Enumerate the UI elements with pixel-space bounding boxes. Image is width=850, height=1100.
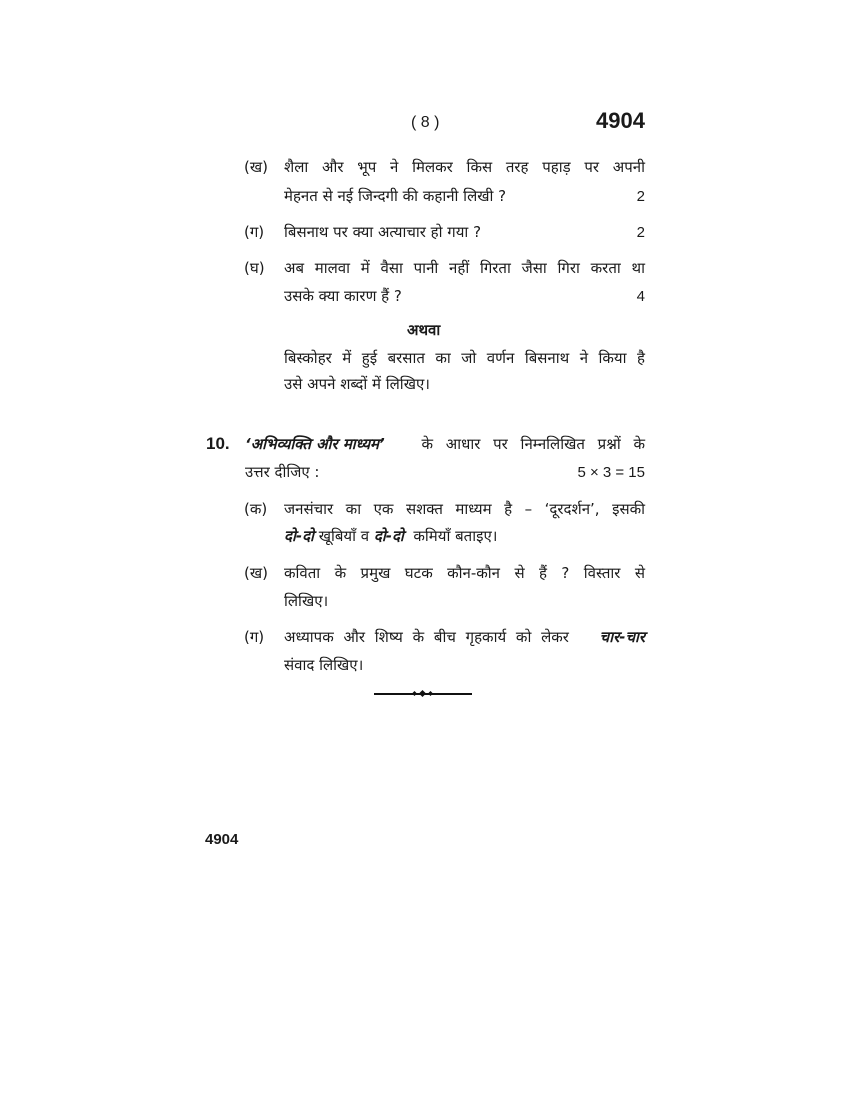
emphasis-char-char: चार-चार [599, 628, 645, 646]
page-number: ( 8 ) [411, 114, 440, 131]
q9-kha-line1: शैला और भूप ने मिलकर किस तरह पहाड़ पर अपनी [284, 158, 645, 176]
q10-kha-line2: लिखिए। [284, 592, 329, 610]
q10-intro-rest: के आधार पर निम्नलिखित प्रश्नों के [421, 435, 645, 453]
end-ornament-divider [374, 692, 472, 695]
q10-marks: 5 × 3 = 15 [577, 464, 645, 481]
text-kamiyan: कमियाँ बताइए। [403, 527, 498, 545]
q10-title-bold: ‘अभिव्यक्ति और माध्यम’ [245, 435, 385, 453]
divider-diamond-left [412, 691, 417, 696]
q10-kha-line1: कविता के प्रमुख घटक कौन-कौन से हैं ? विस्तार से [284, 564, 645, 582]
q9-ga-marks: 2 [636, 224, 645, 241]
divider-diamond-right [428, 691, 433, 696]
q10-ka-line2 [284, 526, 497, 546]
q10-number: 10. [206, 434, 230, 453]
emphasis-do-do-2: दो-दो [373, 527, 404, 545]
q10-kha-label: (ख) [244, 564, 268, 582]
divider-diamond-center [419, 690, 426, 697]
q9-gha-line2: उसके क्या कारण हैं ? [284, 287, 402, 305]
q10-ka-line1: जनसंचार का एक सशक्त माध्यम है – ‘दूरदर्शन’, इसकी [284, 500, 645, 518]
q10-ka-label: (क) [244, 500, 268, 518]
q10-ga-line1 [284, 627, 645, 647]
q9-ga-line1: बिसनाथ पर क्या अत्याचार हो गया ? [284, 223, 482, 241]
or-heading: अथवा [407, 321, 441, 339]
q10-ga-text: अध्यापक और शिष्य के बीच गृहकार्य को लेकर [284, 628, 569, 646]
paper-code-header: 4904 [596, 108, 645, 133]
emphasis-do-do-1: दो-दो [284, 527, 314, 545]
paper-code-footer: 4904 [205, 831, 239, 848]
q9-gha-marks: 4 [636, 288, 645, 305]
q10-intro-line1 [245, 434, 645, 454]
q9-gha-line1: अब मालवा में वैसा पानी नहीं गिरता जैसा गिरा करता था [284, 259, 645, 277]
q10-intro-line2: उत्तर दीजिए : [245, 463, 320, 481]
text-khubiyan: खूबियाँ व [313, 527, 374, 545]
q10-ga-label: (ग) [244, 628, 265, 646]
q9-gha-label: (घ) [244, 259, 265, 277]
q9-ga-label: (ग) [244, 223, 265, 241]
or-question-line1: बिस्कोहर में हुई बरसात का जो वर्णन बिसनाथ ने किया है [284, 349, 645, 367]
or-question-line2: उसे अपने शब्दों में लिखिए। [284, 375, 430, 393]
q9-kha-marks: 2 [636, 188, 645, 205]
q10-ga-line2: संवाद लिखिए। [284, 656, 364, 674]
q9-kha-label: (ख) [244, 158, 268, 176]
q9-kha-line2: मेहनत से नई जिन्दगी की कहानी लिखी ? [284, 187, 507, 205]
